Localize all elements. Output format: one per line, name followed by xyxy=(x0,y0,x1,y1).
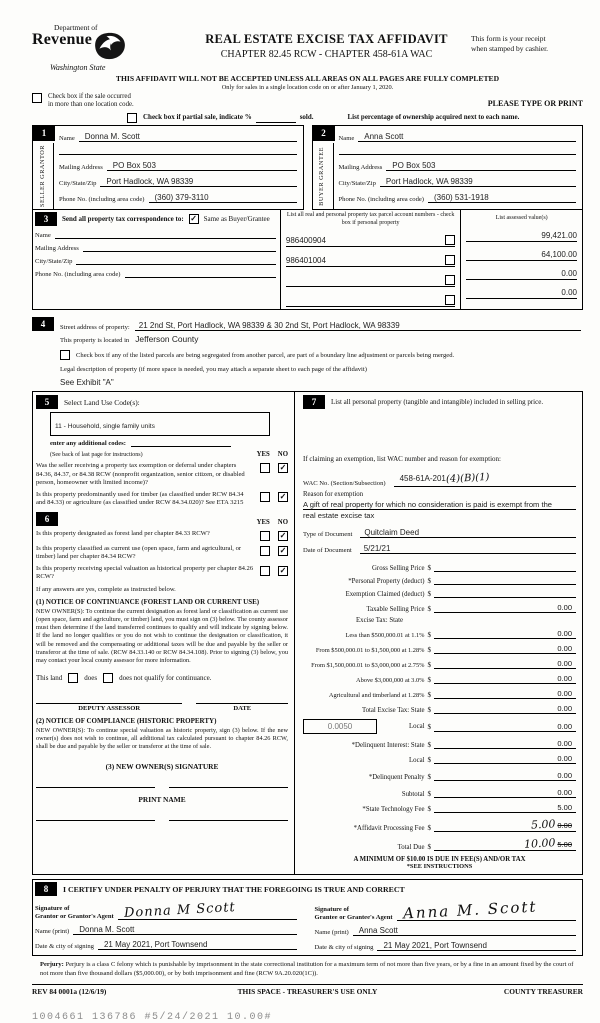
grantee-signature-field[interactable]: Anna M. Scott xyxy=(397,901,576,921)
dor-swirl-icon xyxy=(94,32,126,64)
reason-field-line2: real estate excise tax xyxy=(303,511,375,521)
corr-phone-field[interactable] xyxy=(125,277,276,278)
question-timber: Is this property predominantly used for timber (as classified under RCW 84.34 and 84.33) or agriculture (as classified under RCW 84.34.020)? See ETA 3215 xyxy=(36,491,244,507)
partial-sale-percent-field[interactable] xyxy=(256,113,296,123)
treasurer-space-label: THIS SPACE - TREASURER'S USE ONLY xyxy=(237,987,378,996)
seller-name-field[interactable]: Donna M. Scott xyxy=(79,132,297,142)
timber-no-checkbox[interactable]: ✓ xyxy=(279,492,287,502)
rev-number: REV 84 0001a (12/6/19) xyxy=(32,987,107,996)
does-not-label: does not qualify for continuance. xyxy=(119,673,212,682)
no-header: NO xyxy=(277,518,288,526)
buyer-phone-field[interactable]: (360) 531-1918 xyxy=(428,193,576,203)
parcel-personal-checkbox[interactable] xyxy=(445,255,455,265)
certification-section xyxy=(32,879,583,956)
notice-compliance-title: (2) NOTICE OF COMPLIANCE (HISTORIC PROPERTY) xyxy=(36,716,217,725)
parcel-personal-checkbox[interactable] xyxy=(445,275,455,285)
technology-fee-label: *State Technology Fee xyxy=(362,806,425,814)
section-5-number: 5 xyxy=(36,395,58,409)
delinquent-interest-field[interactable]: 0.00 xyxy=(434,739,576,749)
type-of-document-label: Type of Document xyxy=(303,531,353,539)
logo-revenue-text: Revenue xyxy=(32,30,93,48)
partial-sale-suffix: sold. xyxy=(299,113,314,122)
grantor-sig-label: Signature of Grantor or Grantor's Agent xyxy=(35,904,114,920)
section-6-number: 6 xyxy=(36,512,58,526)
type-of-document-field[interactable]: Quitclaim Deed xyxy=(360,528,576,538)
minimum-due-note: A MINIMUM OF $10.00 IS DUE IN FEE(S) AND/OR TAX xyxy=(353,856,526,864)
total-state-label: Total Excise Tax: State xyxy=(361,707,425,715)
affidavit-fee-field[interactable] xyxy=(434,818,576,832)
affidavit-fee-handwritten: 5.00 xyxy=(530,817,556,833)
assessor-date-line[interactable]: DATE xyxy=(196,703,288,712)
print-name-title: PRINT NAME xyxy=(138,794,186,804)
exemption-deduct-field[interactable] xyxy=(434,597,576,598)
tier1-field[interactable]: 0.00 xyxy=(434,629,576,639)
delinquent-penalty-label: *Delinquent Penalty xyxy=(368,774,425,782)
local-rate-box: 0.0050 xyxy=(303,719,377,734)
additional-codes-label: enter any additional codes: xyxy=(50,440,126,448)
taxable-price-label: Taxable Selling Price xyxy=(366,606,425,614)
agricultural-label: Agricultural and timberland at 1.28% xyxy=(328,692,425,700)
instructions-note: (See back of last page for instructions) xyxy=(50,452,143,459)
exemption-no-checkbox[interactable]: ✓ xyxy=(279,463,287,473)
assessed-column-header: List assessed value(s) xyxy=(495,215,548,222)
seller-csz-label: City/State/Zip xyxy=(59,180,97,188)
does-label: does xyxy=(84,673,98,682)
ownership-note: List percentage of ownership acquired next to each name. xyxy=(347,113,520,122)
multi-location-label: Check box if the sale occurred in more than one location code. xyxy=(48,92,134,108)
seller-side-label: SELLER GRANTOR xyxy=(38,145,46,208)
tier2-label: From $500,000.01 to $1,500,000 at 1.28% xyxy=(315,647,425,655)
forest-yes-checkbox[interactable] xyxy=(260,531,270,541)
parcel-row xyxy=(286,235,456,247)
cashier-stamp: 1004661 136786 #5/24/2021 10.00# xyxy=(32,1012,273,1023)
wac-label: WAC No. (Section/Subsection) xyxy=(303,480,386,488)
delinquent-local-field[interactable]: 0.00 xyxy=(434,754,576,764)
corr-csz-label: City/State/Zip xyxy=(35,258,73,266)
personal-property-field[interactable] xyxy=(303,409,576,455)
current-use-yes-checkbox[interactable] xyxy=(260,546,270,556)
seller-name-label: Name xyxy=(59,135,75,143)
legal-description-field[interactable]: See Exhibit "A" xyxy=(60,378,114,388)
seller-address-field[interactable]: PO Box 503 xyxy=(107,161,297,171)
same-as-buyer-checkbox[interactable]: ✓ xyxy=(190,214,197,224)
date-of-document-label: Date of Document xyxy=(303,547,352,555)
grantee-date-label: Date & city of signing xyxy=(314,943,374,951)
assessed-value-field[interactable]: 64,100.00 xyxy=(466,250,577,261)
tier3-label: From $1,500,000.01 to $3,000,000 at 2.75% xyxy=(311,662,425,670)
subtotal-label: Subtotal xyxy=(401,791,425,799)
corr-address-label: Mailing Address xyxy=(35,245,79,253)
buyer-name-field[interactable]: Anna Scott xyxy=(358,132,576,142)
total-due-struck: 5.00 xyxy=(557,840,572,850)
correspondence-section xyxy=(32,210,583,310)
county-field[interactable]: Jefferson County xyxy=(135,334,199,345)
local-field[interactable]: 0.00 xyxy=(434,722,576,732)
delinquent-penalty-field[interactable]: 0.00 xyxy=(434,771,576,781)
subtotal-field[interactable]: 0.00 xyxy=(434,788,576,798)
partial-sale-checkbox[interactable] xyxy=(127,113,137,123)
parcel-row xyxy=(286,295,456,307)
buyer-extra-line[interactable] xyxy=(339,144,577,155)
tier1-label: Less than $500,000.01 at 1.1% xyxy=(345,632,425,640)
seller-section xyxy=(32,125,304,210)
section-2-number: 2 xyxy=(313,126,335,141)
exemption-claim-note: If claiming an exemption, list WAC number and reason for exemption: xyxy=(303,455,501,464)
total-due-label: Total Due xyxy=(397,844,425,852)
grantee-signature-block xyxy=(315,896,577,951)
section-7-number: 7 xyxy=(303,395,325,409)
tier4-field[interactable]: 0.00 xyxy=(434,674,576,684)
historical-yes-checkbox[interactable] xyxy=(260,566,270,576)
taxable-price-field[interactable]: 0.00 xyxy=(434,603,576,613)
wac-field[interactable]: 458-61A-201(4)(B)(1) xyxy=(394,468,576,487)
gross-price-label: Gross Selling Price xyxy=(372,565,425,573)
timber-yes-checkbox[interactable] xyxy=(260,492,270,502)
notice-compliance-text: NEW OWNER(S): To continue special valuation as historic property, sign (3) below. If the new owner(s) does not wish to continue, all additional tax calculated pursuant to chapter 84.26 RCW, shall be due and payable by the seller or transferor at the time of sale. xyxy=(36,726,288,751)
notice-continuance-text: NEW OWNER(S): To continue the current designation as forest land or classification as current use (open space, farm and agriculture, or timber) land, you must sign on (3) below. The county assessor must then determine if the land transferred continues to qualify and will indicate by signing below. If the land no longer qualifies or you do not wish to continue the designation or classification, it will be removed and the compensating or additional taxes will be due and payable by the seller or transferor at the time of sale. (RCW 84.33.140 or RCW 84.34.108). Prior to signing (3) below, you may contact your local county assessor for more information. xyxy=(36,607,288,665)
segregated-label: Check box if any of the listed parcels are being segregated from another parcel, are part of a boundary line adjustment or parcels being merged. xyxy=(76,351,455,359)
grantor-signature-field[interactable]: Donna M Scott xyxy=(118,901,297,920)
send-correspondence-label: Send all property tax correspondence to: xyxy=(62,215,184,224)
assessed-value-field[interactable]: 0.00 xyxy=(466,269,577,280)
total-due-field[interactable] xyxy=(434,837,576,851)
land-use-code-select[interactable]: 11 - Household, single family units xyxy=(50,412,270,436)
deputy-assessor-line[interactable]: DEPUTY ASSESSOR xyxy=(36,703,182,712)
corr-name-field[interactable] xyxy=(55,238,276,239)
gross-price-field[interactable] xyxy=(434,571,576,572)
tier3-field[interactable]: 0.00 xyxy=(434,659,576,669)
property-address-section xyxy=(32,310,583,391)
corr-name-label: Name xyxy=(35,232,51,240)
personal-deduct-label: *Personal Property (deduct) xyxy=(348,578,425,586)
located-in-label: This property is located in xyxy=(60,337,130,345)
question-forest-land: Is this property designated as forest land per chapter 84.33 RCW? xyxy=(36,529,210,537)
does-qualify-checkbox[interactable] xyxy=(68,673,78,683)
buyer-name-label: Name xyxy=(338,135,355,143)
agricultural-field[interactable]: 0.00 xyxy=(434,689,576,699)
buyer-phone-label: Phone No. (including area code) xyxy=(338,196,425,204)
parcel-number-field[interactable]: 986401004 xyxy=(285,256,326,266)
parcel-row xyxy=(286,275,456,287)
affidavit-fee-label: *Affidavit Processing Fee xyxy=(353,825,425,833)
grantee-sig-label: Signature of Grantee or Grantee's Agent xyxy=(314,905,393,921)
land-use-title: Select Land Use Code(s): xyxy=(64,397,140,407)
if-yes-note: If any answers are yes, complete as instructed below. xyxy=(36,585,176,593)
grantor-date-field[interactable]: 21 May 2021, Port Townsend xyxy=(98,940,297,950)
grantor-signature-block xyxy=(35,896,297,951)
corr-phone-label: Phone No. (including area code) xyxy=(35,271,121,279)
parcel-row xyxy=(286,255,456,267)
see-instructions-note: *SEE INSTRUCTIONS xyxy=(406,863,473,871)
notice-continuance-title: (1) NOTICE OF CONTINUANCE (FOREST LAND OR CURRENT USE) xyxy=(36,597,260,606)
dor-logo xyxy=(32,24,182,72)
seller-address-label: Mailing Address xyxy=(59,164,103,172)
seller-csz-field[interactable]: Port Hadlock, WA 98339 xyxy=(100,177,296,187)
grantor-date-label: Date & city of signing xyxy=(35,942,94,950)
total-due-handwritten: 10.00 xyxy=(523,836,556,852)
reason-field-line1[interactable]: A gift of real property for which no consideration is paid is exempt from the xyxy=(303,500,576,510)
buyer-csz-field[interactable]: Port Hadlock, WA 98339 xyxy=(380,177,576,187)
new-owner-signature-title: (3) NEW OWNER(S) SIGNATURE xyxy=(105,761,219,771)
owner-signature-line-1[interactable] xyxy=(36,787,155,789)
grantee-name-field[interactable]: Anna Scott xyxy=(353,926,576,936)
legal-description-label: Legal description of property (if more space is needed, you may attach a separate sheet to each page of the affidavit) xyxy=(60,366,367,374)
owner-signature-line-2[interactable] xyxy=(169,787,288,789)
question-historical: Is this property receiving special valuation as historical property per chapter 84.26 RCW? xyxy=(36,565,254,581)
parcel-column-header: List all real and personal property tax parcel account numbers - check box if personal property xyxy=(286,212,455,226)
grantee-date-field[interactable]: 21 May 2021, Port Townsend xyxy=(377,941,576,951)
no-header: NO xyxy=(277,451,288,459)
segregated-checkbox[interactable] xyxy=(60,350,70,360)
same-as-buyer-label: Same as Buyer/Grantee xyxy=(203,215,270,224)
seller-extra-line[interactable] xyxy=(59,144,297,155)
date-of-document-field[interactable]: 5/21/21 xyxy=(360,544,576,554)
delinquent-interest-label: *Delinquent Interest: State xyxy=(351,742,425,750)
section-8-number: 8 xyxy=(35,882,57,896)
land-use-column xyxy=(33,392,294,874)
buyer-section xyxy=(312,125,584,210)
personal-property-title: List all personal property (tangible and intangible) included in selling price. xyxy=(331,398,544,407)
form-header xyxy=(32,24,583,72)
parcel-personal-checkbox[interactable] xyxy=(445,295,455,305)
single-location-note: Only for sales in a single location code on or after January 1, 2020. xyxy=(221,83,394,91)
tier4-label: Above $3,000,000 at 3.0% xyxy=(355,677,425,685)
parcel-number-field[interactable]: 986400904 xyxy=(285,236,326,246)
affidavit-fee-struck: 0.00 xyxy=(557,821,572,831)
personal-deduct-field[interactable] xyxy=(434,584,576,585)
exemption-yes-checkbox[interactable] xyxy=(260,463,270,473)
grantor-name-label: Name (print) xyxy=(35,927,70,935)
section-3-number: 3 xyxy=(35,212,57,226)
corr-address-field[interactable] xyxy=(83,251,276,252)
multi-location-checkbox[interactable] xyxy=(32,93,42,103)
perjury-notice: Perjury: Perjury is a class C felony which is punishable by imprisonment in the state correctional institution for a maximum term of not more than five years, or by a fine in an amount fixed by the court of not more than five thousand dollars ($5,000.00), or by both imprisonment and fine (RCW 9A.20.020(1C)). xyxy=(40,961,574,978)
yes-header: YES xyxy=(256,518,270,526)
yes-header: YES xyxy=(256,451,270,459)
current-use-no-checkbox[interactable]: ✓ xyxy=(279,545,287,555)
buyer-side-label: BUYER GRANTEE xyxy=(318,147,326,206)
buyer-address-label: Mailing Address xyxy=(338,164,383,172)
certify-statement: I CERTIFY UNDER PENALTY OF PERJURY THAT THE FOREGOING IS TRUE AND CORRECT xyxy=(63,884,405,894)
logo-dept-line: Department of xyxy=(54,23,98,32)
print-name-line-2[interactable] xyxy=(169,820,288,822)
does-not-qualify-checkbox[interactable] xyxy=(103,673,113,683)
tax-column: 7 List all personal property (tangible and intangible) included in selling price. If claiming an exemption, list WAC number and reason for exemption: WAC No. (Section/Subsection) 458-61A-201(4)(B)(1) Reason for exemption A gift of real property for which no consideration is paid is exempt from the real estate excise tax Type of Document Quitclaim Deed Date of Document 5/21/21 Gross Selling Price $ *Personal Property (deduct) $ Exemption Claimed (deduct) $ Taxable Selling Price $ 0.00 Excise Tax: State Less than $500,000.01 at 1.1% $ 0.00 From $500,000.01 to $1,500,000 at 1.28% $ 0.00 From $1,500,000.01 to $3,000,000 at 2.75% $ 0.00 Above $3,000,000 at 3.0% $ 0.00 Agricultural and timberland at 1.28% $ 0.00 Total Excise Tax: State $ 0.00 0.0050 Local $ 0.00 *Delinquent Interest: State $ 0.00 Local $ 0.00 *Delinquent Penalty $ 0.00 Subtotal $ 0.00 *State Technology Fee $ 5.00 *Affidavit Processing Fee $ 5.00 0.00 Total Due $ 10.00 5.00 A MINIMUM OF $10.00 IS DUE IN FEE(S) AND/OR TAX *SEE INSTRUCTIONS xyxy=(294,392,582,874)
section-4-number: 4 xyxy=(32,317,54,331)
grantor-name-field[interactable]: Donna M. Scott xyxy=(73,925,296,935)
reason-label: Reason for exemption xyxy=(303,491,364,499)
partial-sale-label: Check box if partial sale, indicate % xyxy=(143,113,252,122)
grantee-name-label: Name (print) xyxy=(314,928,349,936)
section-1-number: 1 xyxy=(33,126,55,141)
please-type-label: PLEASE TYPE OR PRINT xyxy=(487,98,583,108)
buyer-csz-label: City/State/Zip xyxy=(338,180,376,188)
parcel-personal-checkbox[interactable] xyxy=(445,235,455,245)
assessed-value-field[interactable]: 0.00 xyxy=(466,288,577,299)
additional-codes-field[interactable] xyxy=(131,446,231,447)
seller-phone-label: Phone No. (including area code) xyxy=(59,196,145,204)
buyer-address-field[interactable]: PO Box 503 xyxy=(386,161,576,171)
print-name-line-1[interactable] xyxy=(36,820,155,822)
street-address-field[interactable]: 21 2nd St, Port Hadlock, WA 98339 & 30 2nd St, Port Hadlock, WA 98339 xyxy=(135,321,581,331)
form-title: REAL ESTATE EXCISE TAX AFFIDAVIT xyxy=(205,32,448,46)
warning-line: THIS AFFIDAVIT WILL NOT BE ACCEPTED UNLESS ALL AREAS ON ALL PAGES ARE FULLY COMPLETED xyxy=(115,73,500,83)
tier2-field[interactable]: 0.00 xyxy=(434,644,576,654)
county-treasurer-label: COUNTY TREASURER xyxy=(503,987,583,996)
question-exemption: Was the seller receiving a property tax exemption or deferral under chapters 84.36, 84.37, or 84.38 RCW (nonprofit organization, senior citizen, or disabled person, homeowner with limited income)? xyxy=(36,462,245,486)
question-current-use: Is this property classified as current use (open space, farm and agricultural, or timber) land per chapter 84.34 RCW? xyxy=(36,544,242,560)
historical-no-checkbox[interactable]: ✓ xyxy=(279,566,287,576)
form-footer xyxy=(32,984,583,996)
delinquent-local-label: Local xyxy=(409,757,425,765)
form-subtitle: CHAPTER 82.45 RCW - CHAPTER 458-61A WAC xyxy=(220,49,433,60)
total-state-field[interactable]: 0.00 xyxy=(434,704,576,714)
this-land-label: This land xyxy=(36,673,63,682)
logo-state-line: Washington State xyxy=(50,62,106,72)
exemption-deduct-label: Exemption Claimed (deduct) xyxy=(345,591,425,599)
seller-phone-field[interactable]: (360) 379-3110 xyxy=(149,193,297,203)
forest-no-checkbox[interactable]: ✓ xyxy=(279,530,287,540)
assessed-value-field[interactable]: 99,421.00 xyxy=(466,231,577,242)
local-label: Local xyxy=(409,723,425,731)
street-address-label: Street address of property: xyxy=(60,324,130,332)
wac-handwritten: (4)(B)(1) xyxy=(445,472,490,486)
technology-fee-field[interactable]: 5.00 xyxy=(434,803,576,813)
receipt-note: This form is your receipt when stamped by cashier. xyxy=(471,34,549,53)
excise-state-header: Excise Tax: State xyxy=(356,617,403,625)
corr-csz-field[interactable] xyxy=(76,264,276,265)
